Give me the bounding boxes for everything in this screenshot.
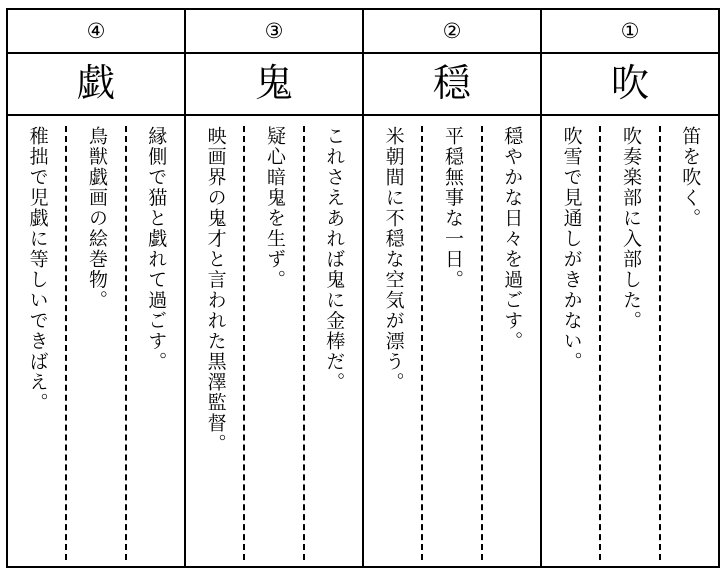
table-column-3 [184,10,362,566]
column-kanji-3: 鬼 [186,54,362,116]
column-number-2: ② [364,10,540,54]
sentence-cell [542,126,599,560]
column-number-3: ③ [186,10,362,54]
sentence-text: 鳥獣戯画の絵巻物。 [85,126,107,311]
sentence-text: 疑心暗鬼を生ず。 [263,126,285,290]
column-kanji-1: 吹 [542,54,718,116]
sentence-cell [303,126,362,560]
column-kanji-4: 戯 [8,54,184,116]
sentence-text: これさえあれば鬼に金棒だ。 [323,126,345,393]
column-kanji-2: 穏 [364,54,540,116]
column-sentences-2 [364,116,540,566]
kanji-table [6,8,720,568]
sentence-text: 吹奏楽部に入部した。 [619,126,641,331]
sentence-text: 稚拙で児戯に等しいできばえ。 [26,126,48,413]
sentence-text: 米朝間に不穏な空気が漂う。 [382,126,404,393]
sentence-cell [125,126,184,560]
sentence-text: 平穏無事な一日。 [441,126,463,290]
sentence-cell [481,126,540,560]
column-sentences-4 [8,116,184,566]
sentence-cell [65,126,124,560]
sentence-cell [8,126,65,560]
sentence-cell [421,126,480,560]
sentence-text: 吹雪で見通しがきかない。 [560,126,582,372]
sentence-text: 縁側で猫と戯れて過ごす。 [145,126,167,372]
sentence-text: 映画界の鬼才と言われた黒澤監督。 [204,126,226,454]
sentence-cell [599,126,658,560]
sentence-cell [364,126,421,560]
sentence-cell [243,126,302,560]
column-sentences-1 [542,116,718,566]
column-number-1: ① [542,10,718,54]
sentence-cell [186,126,243,560]
table-column-1 [540,10,718,566]
column-sentences-3 [186,116,362,566]
sentence-text: 穏やかな日々を過ごす。 [501,126,523,352]
sentence-text: 笛を吹く。 [679,126,701,229]
table-column-2 [362,10,540,566]
column-number-4: ④ [8,10,184,54]
sentence-cell [659,126,718,560]
table-column-4 [8,10,184,566]
